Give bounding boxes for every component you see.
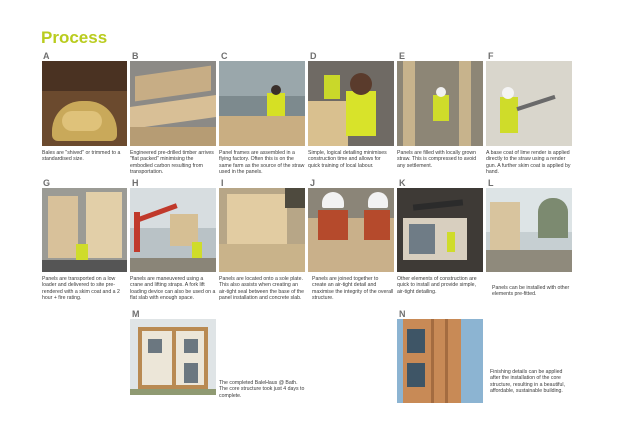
photo-straw-filling [397,61,483,146]
step-caption: Panels are located onto a sole plate. This also assists when creating an air-tight seal between the base of the panel installation and concrete slab. [219,276,305,302]
step-caption: Panels are transported on a low loader and delivered to site pre-rendered with a skim coat and a 2 hour + fire rating. [42,276,120,302]
step-caption: Panels are joined together to create an air-tight detail and maximise the integrity of the overall structure. [312,276,394,302]
step-letter: L [488,178,494,188]
step-caption: Simple, logical detailing minimises construction time and allows for quick training of local labour. [308,150,387,169]
step-caption: Finishing details can be applied after the installation of the core structure, resulting in a beautiful, affordable, sustainable building. [490,369,565,395]
step-caption: Other elements of construction are quick to install and provide simple, air-tight detailing. [397,276,477,295]
step-letter: B [132,51,139,61]
photo-panel-joining [308,188,394,272]
step-letter: M [132,309,140,319]
step-letter: D [310,51,317,61]
photo-completed-balehaus [130,319,216,395]
step-letter: F [488,51,494,61]
step-caption: Engineered pre-drilled timber arrives "flat packed" minimising the embodied carbon resulting from transportation. [130,150,214,176]
photo-low-loader [42,188,127,272]
step-letter: I [221,178,224,188]
photo-straw-bales [42,61,127,146]
step-caption: Bales are "shived" or trimmed to a standardised size. [42,150,121,163]
step-caption: Panels can be installed with other elements pre-fitted. [492,285,570,298]
step-caption: Panels are maneuvered using a crane and lifting straps. A fork lift loading device can also be used on a flat slab with enough space. [130,276,216,302]
step-letter: K [399,178,406,188]
step-letter: H [132,178,139,188]
photo-other-elements [397,188,483,272]
photo-timber-flat-pack [130,61,216,146]
step-letter: E [399,51,406,61]
photo-sole-plate [219,188,305,272]
photo-lime-render [486,61,572,146]
photo-finishing-details [397,319,483,403]
step-letter: G [43,178,51,188]
step-letter: N [399,309,406,319]
page-title: Process [41,28,108,47]
step-letter: J [310,178,316,188]
photo-flying-factory [219,61,305,146]
step-caption: A base coat of lime render is applied directly to the straw using a render gun. A further skim coat is applied by hand. [486,150,571,176]
step-caption: The completed BaleHaus @ Bath. The core structure took just 4 days to complete. [219,380,305,399]
step-letter: C [221,51,228,61]
photo-pre-fitted [486,188,572,272]
photo-local-labour [308,61,394,146]
step-caption: Panel frames are assembled in a flying factory. Often this is on the same farm as the source of the straw used in the panels. [219,150,305,176]
photo-crane-lifting [130,188,216,272]
step-caption: Panels are filled with locally grown straw. This is compressed to avoid any settlement. [397,150,477,169]
step-letter: A [43,51,50,61]
